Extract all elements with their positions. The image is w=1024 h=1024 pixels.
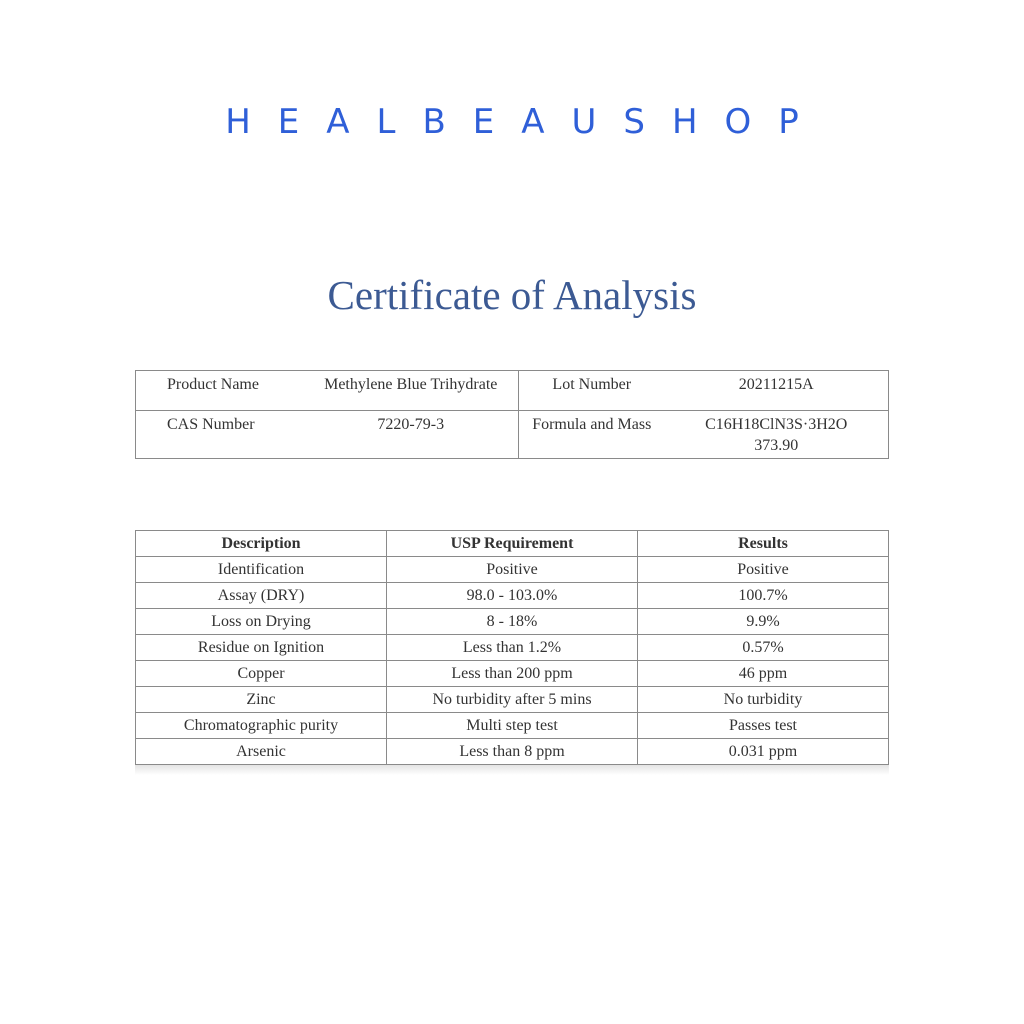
table-cell: Positive [638, 557, 889, 583]
table-cell: Arsenic [136, 739, 387, 765]
table-cell: Less than 1.2% [387, 635, 638, 661]
brand-logo-text: HEALBEAUSHOP [225, 102, 826, 142]
product-info-table [135, 370, 889, 459]
formula-value: C16H18ClN3S·3H2O [705, 416, 848, 433]
table-cell: Less than 8 ppm [387, 739, 638, 765]
table-cell: 0.57% [638, 635, 889, 661]
page-title: Certificate of Analysis [327, 272, 697, 318]
table-cell: Less than 200 ppm [387, 661, 638, 687]
table-cell: Loss on Drying [136, 609, 387, 635]
table-cell: Assay (DRY) [136, 583, 387, 609]
lot-number-label: Lot Number [519, 371, 665, 411]
table-cell: Multi step test [387, 713, 638, 739]
table-row [136, 371, 889, 411]
table-cell: Residue on Ignition [136, 635, 387, 661]
column-header-description: Description [136, 531, 387, 557]
table-row [136, 583, 889, 609]
table-cell: 0.031 ppm [638, 739, 889, 765]
formula-mass-label: Formula and Mass [519, 411, 665, 459]
table-row [136, 713, 889, 739]
table-cell: Zinc [136, 687, 387, 713]
table-cell: Identification [136, 557, 387, 583]
table-cell: 9.9% [638, 609, 889, 635]
column-header-usp-requirement: USP Requirement [387, 531, 638, 557]
table-cell: 98.0 - 103.0% [387, 583, 638, 609]
table-cell: Passes test [638, 713, 889, 739]
cas-number-label: CAS Number [136, 411, 304, 459]
table-header-row [136, 531, 889, 557]
table-cell: Copper [136, 661, 387, 687]
table-row [136, 635, 889, 661]
product-name-value: Methylene Blue Trihydrate [304, 371, 519, 411]
column-header-results: Results [638, 531, 889, 557]
table-row [136, 609, 889, 635]
table-cell: Chromatographic purity [136, 713, 387, 739]
lot-number-value: 20211215A [665, 371, 889, 411]
table-cell: No turbidity after 5 mins [387, 687, 638, 713]
cas-number-value: 7220-79-3 [304, 411, 519, 459]
table-row [136, 687, 889, 713]
table-row [136, 739, 889, 765]
mass-value: 373.90 [754, 437, 799, 454]
product-name-label: Product Name [136, 371, 304, 411]
table-row [136, 661, 889, 687]
table-cell: 100.7% [638, 583, 889, 609]
results-table [135, 530, 889, 765]
table-shadow [135, 765, 889, 775]
table-cell: No turbidity [638, 687, 889, 713]
table-cell: Positive [387, 557, 638, 583]
table-row [136, 411, 889, 459]
formula-mass-cell [665, 411, 889, 459]
table-row [136, 557, 889, 583]
table-cell: 8 - 18% [387, 609, 638, 635]
table-cell: 46 ppm [638, 661, 889, 687]
